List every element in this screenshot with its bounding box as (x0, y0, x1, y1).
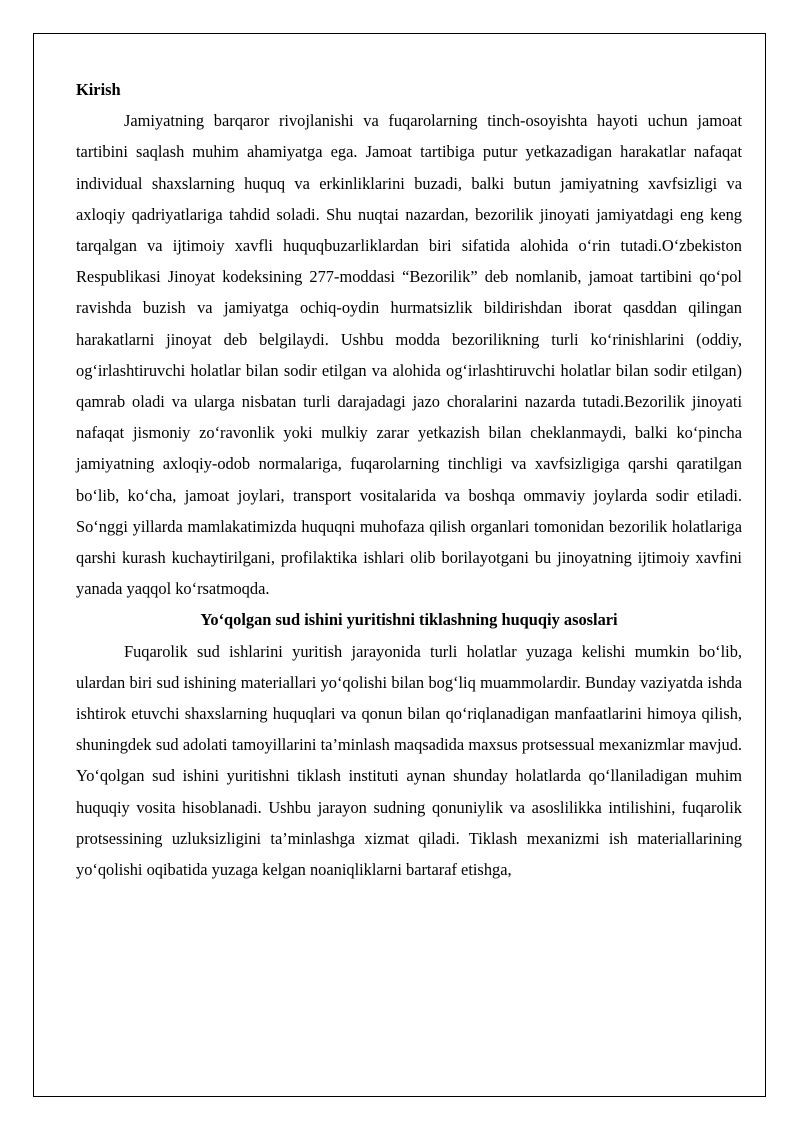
intro-paragraph: Jamiyatning barqaror rivojlanishi va fuqarolarning tinch-osoyishta hayoti uchun jamoat tartibini saqlash muhim ahamiyatga ega. Jamoat tartibiga putur yetkazadigan harakatlar nafaqat individual shaxslarning huquq va erkinliklarini buzadi, balki butun jamiyatning xavfsizligi va axloqiy qadriyatlariga tahdid soladi. Shu nuqtai nazardan, bezorilik jinoyati jamiyatdagi eng keng tarqalgan va ijtimoiy xavfli huquqbuzarliklardan biri sifatida alohida o‘rin tutadi.O‘zbekiston Respublikasi Jinoyat kodeksining 277-moddasi “Bezorilik” deb nomlanib, jamoat tartibini qo‘pol ravishda buzish va jamiyatga ochiq-oydin hurmatsizlik bildirishdan iborat qasddan qilingan harakatlarni jinoyat deb belgilaydi. Ushbu modda bezorilikning turli ko‘rinishlarini (oddiy, og‘irlashtiruvchi holatlar bilan sodir etilgan va alohida og‘irlashtiruvchi holatlar bilan sodir etilgan) qamrab oladi va ularga nisbatan turli darajadagi jazo choralarini nazarda tutadi.Bezorilik jinoyati nafaqat jismoniy zo‘ravonlik yoki mulkiy zarar yetkazish bilan cheklanmaydi, balki ko‘pincha jamiyatning axloqiy-odob normalariga, fuqarolarning tinchligi va xavfsizligiga qarshi qaratilgan bo‘lib, ko‘cha, jamoat joylari, transport vositalarida va boshqa ommaviy joylarda sodir etiladi. So‘nggi yillarda mamlakatimizda huquqni muhofaza qilish organlari tomonidan bezorilik holatlariga qarshi kurash kuchaytirilgani, profilaktika ishlari olib borilayotgani bu jinoyatning ijtimoiy xavfini yanada yaqqol ko‘rsatmoqda. (76, 111, 742, 599)
intro-heading: Kirish (76, 80, 121, 99)
section-heading: Yo‘qolgan sud ishini yuritishni tiklashning huquqiy asoslari (200, 610, 618, 630)
document-body (76, 74, 742, 885)
section-paragraph: Fuqarolik sud ishlarini yuritish jarayonida turli holatlar yuzaga kelishi mumkin bo‘lib, ulardan biri sud ishining materiallari yo‘qolishi bilan bog‘liq muammolardir. Bunday vaziyatda ishda ishtirok etuvchi shaxslarning huquqlari va qonun bilan qo‘riqlanadigan manfaatlarini himoya qilish, shuningdek sud adolati tamoyillarini ta’minlash maqsadida maxsus protsessual mexanizmlar mavjud. Yo‘qolgan sud ishini yuritishni tiklash instituti aynan shunday holatlarda qo‘llaniladigan muhim huquqiy vosita hisoblanadi. Ushbu jarayon sudning qonuniylik va asoslilikka intilishini, fuqarolik protsessining uzluksizligini ta’minlashga xizmat qiladi. Tiklash mexanizmi ish materiallarining yo‘qolishi oqibatida yuzaga kelgan noaniqliklarni bartaraf etishga, (76, 641, 742, 880)
